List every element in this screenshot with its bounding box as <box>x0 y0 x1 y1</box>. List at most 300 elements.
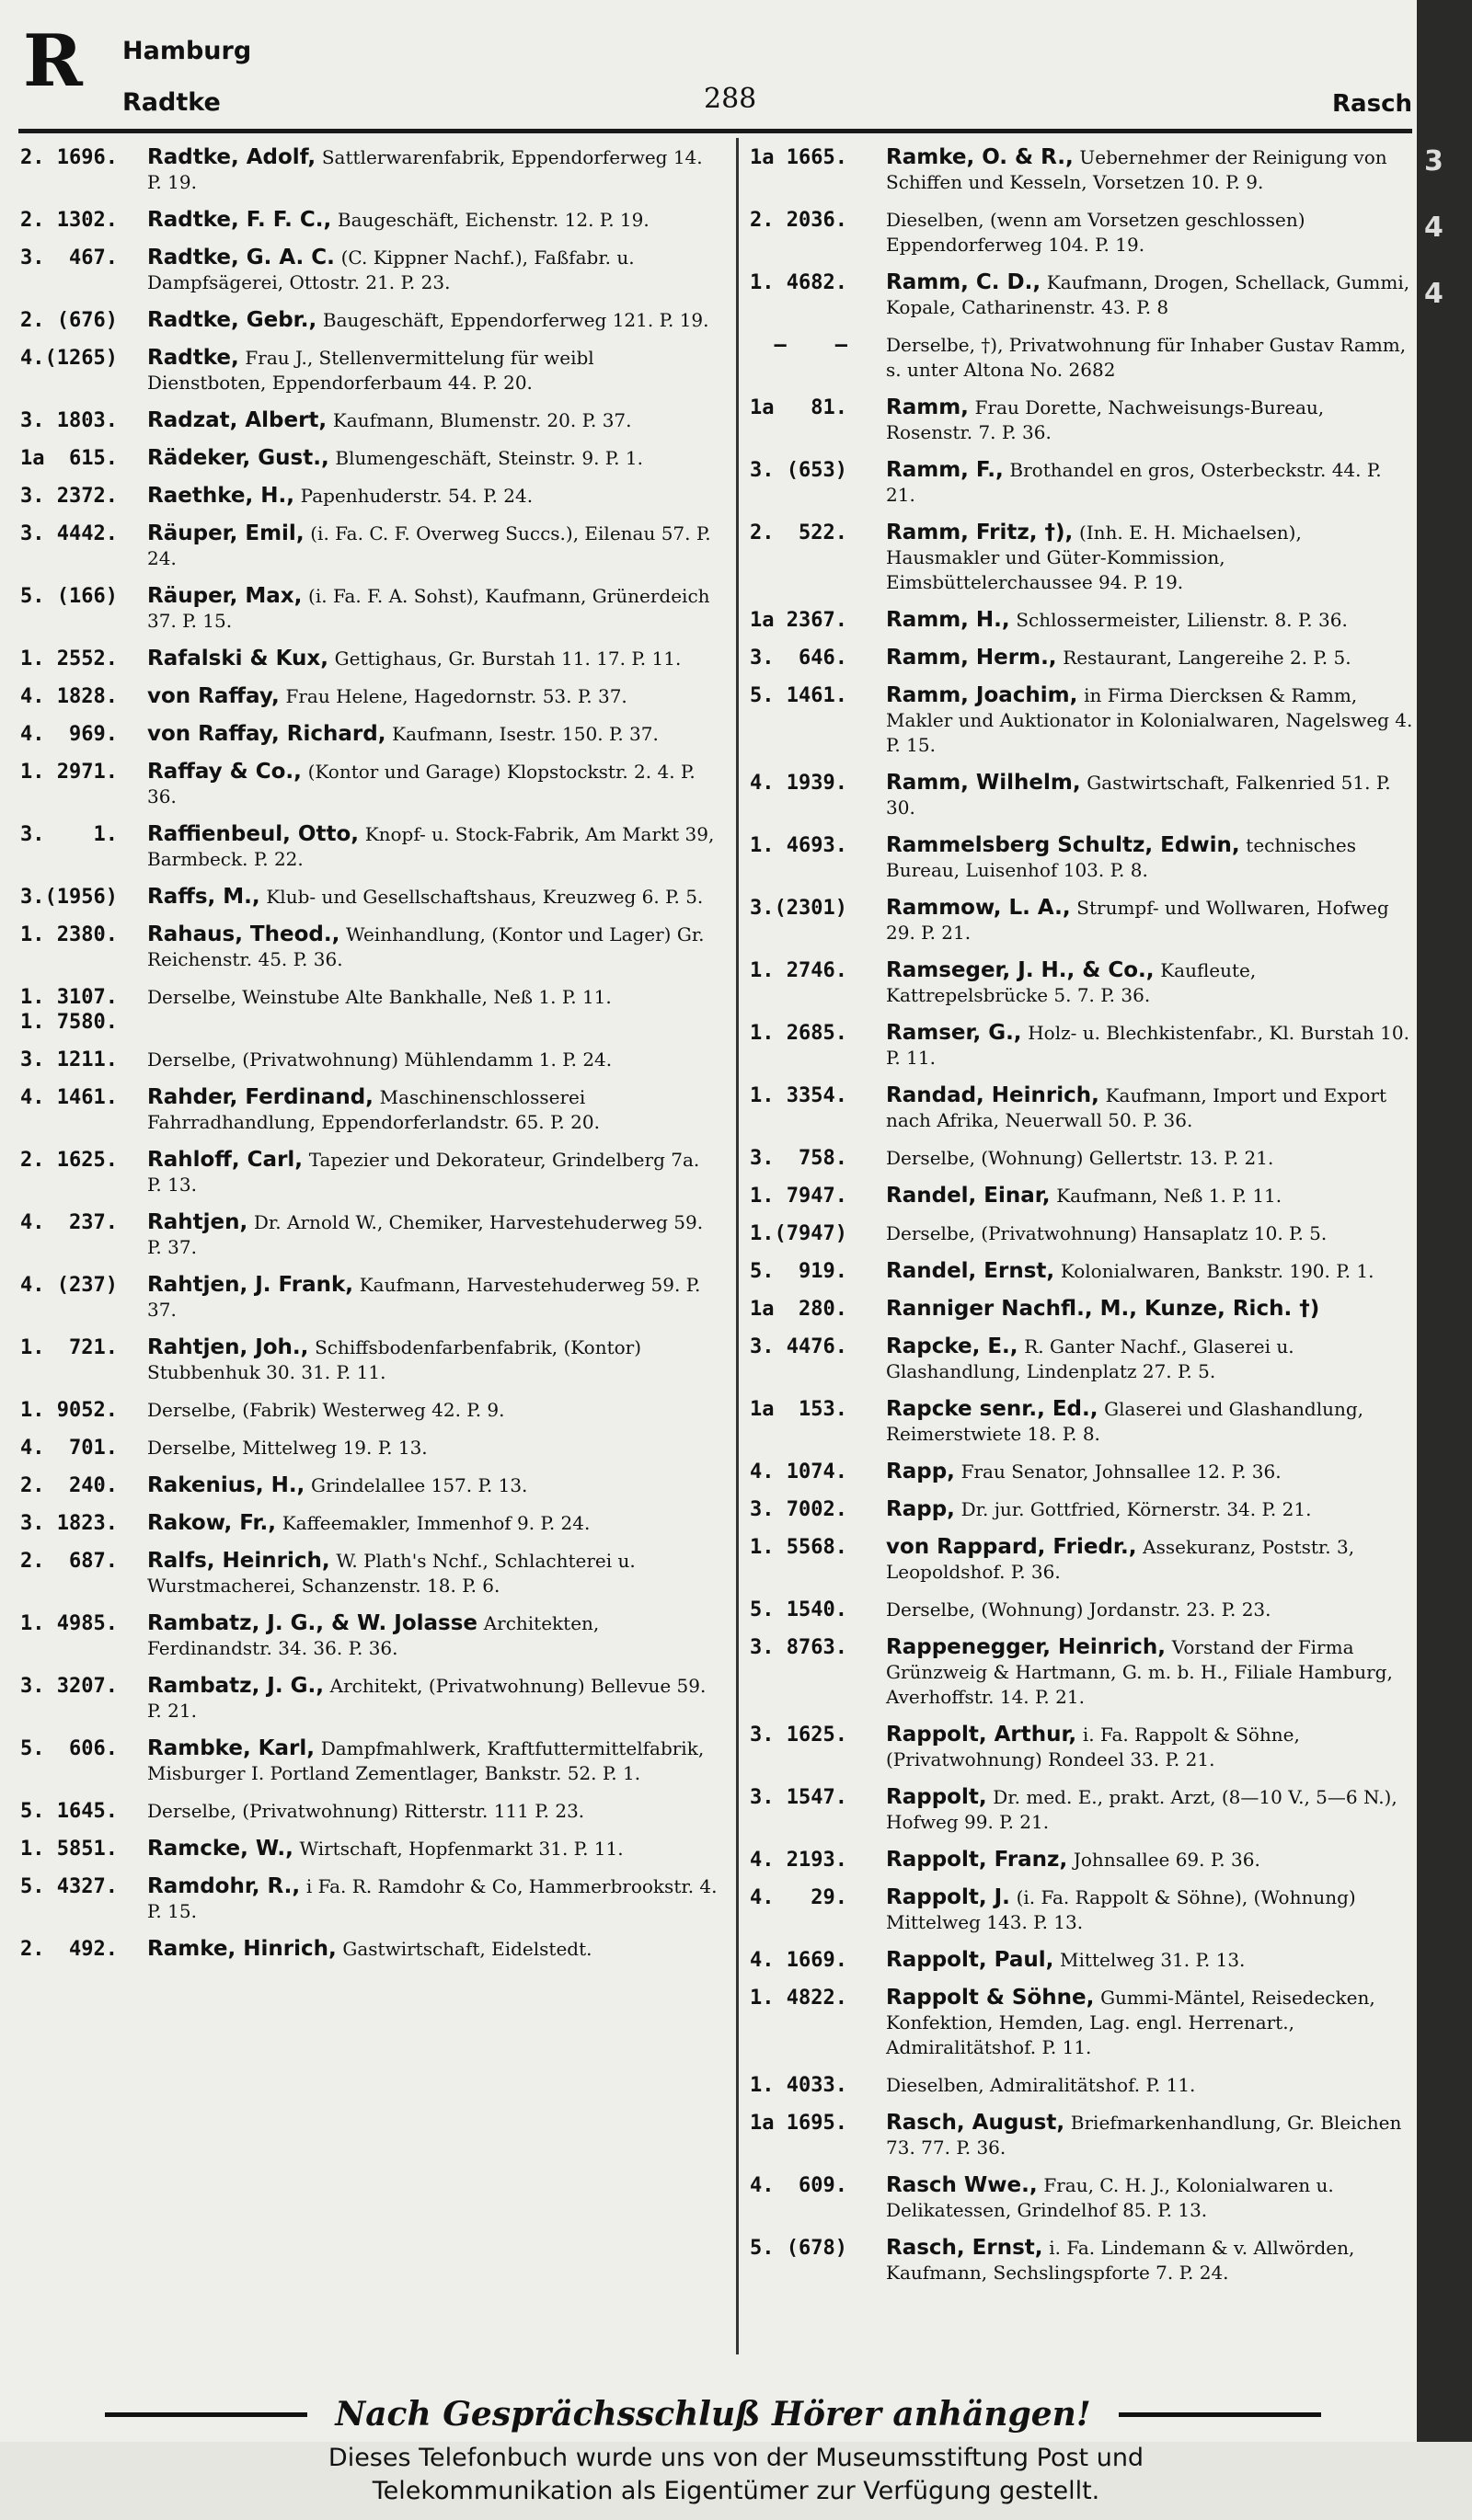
entry-body <box>147 822 718 872</box>
entry-body <box>886 1948 1414 1973</box>
footer-slogan: Nach Gesprächsschluß Hörer anhängen! <box>335 2395 1091 2434</box>
entry-body <box>147 1273 718 1323</box>
entry-name: Rappolt, Paul, <box>886 1948 1054 1972</box>
entry-name: Randad, Heinrich, <box>886 1083 1099 1107</box>
entry-name: Ramke, O. & R., <box>886 145 1074 169</box>
directory-entry <box>20 885 718 910</box>
entry-body <box>886 1146 1414 1171</box>
entry-details: Kaufmann, Import und Export nach Afrika, Neuerwall 50. P. 36. <box>886 1084 1386 1131</box>
phone-number: 3. 7002. <box>750 1498 847 1521</box>
entry-name: Randel, Ernst, <box>886 1259 1055 1283</box>
header-rule <box>18 129 1412 133</box>
entry-body <box>886 1535 1414 1585</box>
directory-entry <box>20 1273 718 1323</box>
phone-number: 1.(7947) <box>750 1222 847 1245</box>
entry-name: Radtke, G. A. C. <box>147 246 335 269</box>
directory-entry <box>20 722 718 747</box>
entry-details: Dieselben, Admiralitätshof. P. 11. <box>886 2074 1196 2096</box>
entry-details: Holz- u. Blechkistenfabr., Kl. Burstah 10. P. 11. <box>886 1022 1409 1069</box>
entry-details: Schiffsbodenfarbenfabrik, (Kontor) Stubbenhuk 30. 31. P. 11. <box>147 1336 642 1383</box>
section-letter: R <box>23 19 83 103</box>
entry-name: Rapp, <box>886 1460 955 1483</box>
phone-number: 1. 4693. <box>750 834 847 857</box>
entry-details: Kaufmann, Blumenstr. 20. P. 37. <box>332 409 632 431</box>
footer <box>37 2396 1389 2433</box>
entry-details: (Inh. E. H. Michaelsen), Hausmakler und Güter-Kommission, Eimsbüttelerchaussee 94. P. 19. <box>886 521 1302 593</box>
entry-body <box>147 308 718 333</box>
directory-entry <box>750 1259 1414 1284</box>
phone-number: 5. 1645. <box>20 1800 118 1823</box>
entry-details: Restaurant, Langereihe 2. P. 5. <box>1063 647 1351 669</box>
entry-name: Ramseger, J. H., & Co., <box>886 958 1155 982</box>
entry-body <box>147 1148 718 1197</box>
directory-entry <box>20 1148 718 1197</box>
entry-body <box>886 145 1414 195</box>
phone-number: 3. (653) <box>750 459 847 482</box>
directory-entry <box>20 1048 718 1072</box>
directory-entry <box>750 1986 1414 2060</box>
entry-body <box>886 1986 1414 2060</box>
phone-number: 4. 1461. <box>20 1086 118 1109</box>
page-number: 288 <box>704 83 757 115</box>
entry-body <box>147 1436 718 1460</box>
entry-body <box>147 208 718 233</box>
entry-details: Kaffeemakler, Immenhof 9. P. 24. <box>282 1512 591 1534</box>
directory-entry <box>750 896 1414 945</box>
entry-name: Radtke, <box>147 346 239 370</box>
phone-number: 4. 701. <box>20 1437 118 1460</box>
entry-name: Rahtjen, Joh., <box>147 1335 309 1359</box>
entry-name: Ramm, <box>886 395 969 419</box>
directory-entry <box>750 771 1414 820</box>
next-page-edge-text <box>1424 129 1443 327</box>
entry-body <box>147 1674 718 1724</box>
phone-number: 3. 3207. <box>20 1675 118 1698</box>
entry-name: Ramm, Herm., <box>886 646 1057 670</box>
entry-details: (C. Kippner Nachf.), Faßfabr. u. Dampfsägerei, Ottostr. 21. P. 23. <box>147 246 635 293</box>
entry-name: Rappolt, J. <box>886 1885 1010 1909</box>
entry-body <box>147 521 718 571</box>
phone-number: 4. 1828. <box>20 685 118 708</box>
entry-name: Rammow, L. A., <box>886 896 1071 920</box>
entry-body <box>886 1083 1414 1133</box>
entry-name: Rammelsberg Schultz, Edwin, <box>886 833 1240 857</box>
directory-entry <box>20 1937 718 1962</box>
entry-body <box>886 1259 1414 1284</box>
entry-body <box>886 1334 1414 1384</box>
phone-number: 5. (678) <box>750 2237 847 2260</box>
directory-entry <box>750 833 1414 883</box>
entry-details: (Kontor und Garage) Klopstockstr. 2. 4. P. 36. <box>147 761 696 808</box>
entry-details: Gummi-Mäntel, Reisedecken, Konfektion, Hemden, Lag. engl. Herrenart., Admiralitätshof. P. 11. <box>886 1987 1375 2058</box>
phone-number: 3.(2301) <box>750 897 847 920</box>
directory-entry <box>750 958 1414 1008</box>
entry-details: Frau J., Stellenvermittelung für weibl Dienstboten, Eppendorferbaum 44. P. 20. <box>147 347 594 394</box>
entry-body <box>886 1723 1414 1772</box>
directory-entry <box>750 1397 1414 1447</box>
phone-number: 3. 758. <box>750 1147 847 1170</box>
phone-number: 3.(1956) <box>20 886 118 909</box>
page-header <box>23 19 1412 124</box>
entry-body <box>886 458 1414 508</box>
entry-body <box>147 1335 718 1385</box>
entry-name: von Raffay, Richard, <box>147 722 386 746</box>
entry-body <box>147 584 718 634</box>
phone-number: 1a 1665. <box>750 146 847 169</box>
phone-number: 3. 4476. <box>750 1335 847 1358</box>
phone-number: 4. 609. <box>750 2174 847 2197</box>
directory-entry <box>750 333 1414 383</box>
phone-number: 1. 4822. <box>750 1987 847 2010</box>
entry-body <box>886 1460 1414 1484</box>
directory-entry <box>750 1460 1414 1484</box>
entry-details: i. Fa. Rappolt & Söhne, (Privatwohnung) Rondeel 33. P. 21. <box>886 1724 1300 1770</box>
directory-entry <box>750 683 1414 758</box>
entry-body <box>886 2111 1414 2160</box>
edge-letter: 4 <box>1424 212 1443 244</box>
entry-details: Dr. Arnold W., Chemiker, Harvestehuderweg 59. P. 37. <box>147 1211 704 1258</box>
entry-name: Rappolt, Arthur, <box>886 1723 1077 1747</box>
entry-details: Derselbe, Weinstube Alte Bankhalle, Neß 1. P. 11. <box>147 986 612 1008</box>
entry-details: Glaserei und Glashandlung, Reimerstwiete 18. P. 8. <box>886 1398 1364 1445</box>
phone-number: 1a 81. <box>750 396 847 419</box>
phone-number: 2. 1625. <box>20 1149 118 1172</box>
directory-entry <box>750 270 1414 320</box>
directory-entry <box>20 521 718 571</box>
entry-details: Tapezier und Dekorateur, Grindelberg 7a. P. 13. <box>147 1149 700 1196</box>
header-first-entry: Radtke <box>122 88 221 117</box>
entry-body <box>886 1221 1414 1246</box>
phone-number: 4.(1265) <box>20 347 118 370</box>
directory-entry <box>750 1885 1414 1935</box>
right-column <box>750 145 1414 2298</box>
entry-details: Derselbe, (Privatwohnung) Mühlendamm 1. P. 24. <box>147 1048 613 1071</box>
entry-details: Johnsallee 69. P. 36. <box>1073 1849 1260 1871</box>
phone-number: 1a 1695. <box>750 2112 847 2135</box>
entry-body <box>147 1874 718 1924</box>
entry-details: Assekuranz, Poststr. 3, Leopoldshof. P. 36. <box>886 1536 1355 1583</box>
phone-number: 4. 2193. <box>750 1849 847 1872</box>
entry-details: Baugeschäft, Eichenstr. 12. P. 19. <box>337 209 650 231</box>
entry-body <box>147 446 718 471</box>
entry-body <box>147 1511 718 1536</box>
directory-entry <box>750 608 1414 633</box>
entry-body <box>147 985 718 1035</box>
phone-number: 3. 1. <box>20 823 118 846</box>
left-column <box>20 145 718 1975</box>
phone-number: 3. 2372. <box>20 485 118 508</box>
phone-number: 5. 1461. <box>750 684 847 707</box>
entry-details: Kaufmann, Harvestehuderweg 59. P. 37. <box>147 1274 701 1321</box>
entry-name: Rahtjen, J. Frank, <box>147 1273 354 1297</box>
phone-number: 1. 9052. <box>20 1399 118 1422</box>
entry-details: Kaufmann, Neß 1. P. 11. <box>1056 1185 1282 1207</box>
entry-name: Rädeker, Gust., <box>147 446 329 470</box>
entry-details: Uebernehmer der Reinigung von Schiffen und Kesseln, Vorsetzen 10. P. 9. <box>886 146 1387 193</box>
entry-name: Raffs, M., <box>147 885 260 909</box>
phone-number: 2. 240. <box>20 1474 118 1497</box>
entry-body <box>147 1736 718 1786</box>
directory-entry <box>20 1611 718 1661</box>
entry-details: Derselbe, Mittelweg 19. P. 13. <box>147 1437 428 1459</box>
directory-entry <box>750 1497 1414 1522</box>
entry-details: Derselbe, (Wohnung) Jordanstr. 23. P. 23. <box>886 1598 1271 1621</box>
entry-body <box>886 771 1414 820</box>
entry-name: Rafalski & Kux, <box>147 647 328 670</box>
entry-body <box>147 1398 718 1423</box>
entry-name: Ramser, G., <box>886 1021 1022 1045</box>
directory-entry <box>20 1436 718 1460</box>
directory-entry <box>20 308 718 333</box>
entry-name: Rambke, Karl, <box>147 1736 315 1760</box>
phone-number: 5. 4327. <box>20 1875 118 1898</box>
directory-entry <box>750 2111 1414 2160</box>
entry-name: Ramm, F., <box>886 458 1004 482</box>
entry-details: Derselbe, (Wohnung) Gellertstr. 13. P. 21. <box>886 1147 1274 1169</box>
entry-name: Rapp, <box>886 1497 955 1521</box>
entry-body <box>147 722 718 747</box>
entry-body <box>147 1048 718 1072</box>
directory-entry <box>750 1184 1414 1208</box>
phone-number: 4. 1669. <box>750 1949 847 1972</box>
directory-entry <box>750 1083 1414 1133</box>
entry-body <box>886 1184 1414 1208</box>
entry-details: in Firma Diercksen & Ramm, Makler und Auktionator in Kolonialwaren, Nagelsweg 4. P. 15. <box>886 684 1413 756</box>
directory-entry <box>20 1736 718 1786</box>
phone-number: 1. 4985. <box>20 1612 118 1635</box>
directory-entry <box>750 1598 1414 1622</box>
entry-body <box>147 1210 718 1260</box>
entry-details: Dampfmahlwerk, Kraftfuttermittelfabrik, Misburger I. Portland Zementlager, Bankstr. 52. P. 1. <box>147 1737 705 1784</box>
entry-details: Frau Dorette, Nachweisungs-Bureau, Rosenstr. 7. P. 36. <box>886 396 1325 443</box>
entry-details: Frau, C. H. J., Kolonialwaren u. Delikatessen, Grindelhof 85. P. 13. <box>886 2174 1334 2221</box>
entry-body <box>886 896 1414 945</box>
entry-name: Rappolt, Franz, <box>886 1848 1068 1872</box>
phone-number: 4. 29. <box>750 1886 847 1909</box>
directory-entry <box>750 1334 1414 1384</box>
entry-name: Radzat, Albert, <box>147 408 328 432</box>
entry-name: Radtke, F. F. C., <box>147 208 332 232</box>
directory-entry <box>20 446 718 471</box>
directory-entry <box>750 521 1414 595</box>
phone-number: 1. 3354. <box>750 1084 847 1107</box>
entry-details: R. Ganter Nachf., Glaserei u. Glashandlung, Lindenplatz 27. P. 5. <box>886 1335 1294 1382</box>
entry-name: Ranniger Nachfl., M., Kunze, Rich. †) <box>886 1297 1320 1321</box>
entry-name: Rapcke, E., <box>886 1334 1018 1358</box>
directory-entry <box>750 1635 1414 1710</box>
entry-details: Architekt, (Privatwohnung) Bellevue 59. P. 21. <box>147 1675 707 1722</box>
directory-entry <box>20 246 718 295</box>
entry-name: Ramm, H., <box>886 608 1010 632</box>
phone-number: 1. 721. <box>20 1336 118 1359</box>
phone-number: 5. 919. <box>750 1260 847 1283</box>
phone-number: 5. 606. <box>20 1737 118 1760</box>
entry-name: Rasch Wwe., <box>886 2173 1038 2197</box>
entry-body <box>886 608 1414 633</box>
phone-number: 1. 5568. <box>750 1536 847 1559</box>
entry-body <box>147 922 718 972</box>
directory-entry <box>20 647 718 671</box>
entry-name: Ralfs, Heinrich, <box>147 1549 330 1573</box>
entry-body <box>147 684 718 709</box>
entry-body <box>886 1848 1414 1873</box>
directory-entry <box>20 1473 718 1498</box>
entry-body <box>147 1549 718 1598</box>
entry-body <box>147 885 718 910</box>
entry-body <box>147 1837 718 1861</box>
entry-body <box>886 1021 1414 1071</box>
directory-entry <box>20 1085 718 1135</box>
entry-details: Dr. jur. Gottfried, Körnerstr. 34. P. 21. <box>960 1498 1312 1520</box>
entry-body <box>886 683 1414 758</box>
entry-details: Kolonialwaren, Bankstr. 190. P. 1. <box>1060 1260 1374 1282</box>
directory-entry <box>750 1948 1414 1973</box>
phone-number: 1. 2746. <box>750 959 847 982</box>
footer-rule-left <box>105 2412 307 2417</box>
phone-number: 4. 1074. <box>750 1460 847 1483</box>
entry-body <box>886 2073 1414 2098</box>
entry-details: Architekten, Ferdinandstr. 34. 36. P. 36. <box>147 1612 600 1659</box>
phone-number: 3. 646. <box>750 647 847 670</box>
entry-name: Ramm, C. D., <box>886 270 1041 294</box>
entry-details: Kaufmann, Isestr. 150. P. 37. <box>392 723 659 745</box>
entry-details: Papenhuderstr. 54. P. 24. <box>300 485 534 507</box>
entry-details: Knopf- u. Stock-Fabrik, Am Markt 39, Barmbeck. P. 22. <box>147 823 715 870</box>
credit-line-2: Telekommunikation als Eigentümer zur Verfügung gestellt. <box>372 2477 1100 2505</box>
credit-footer <box>0 2442 1472 2520</box>
phone-number: 2. 2036. <box>750 209 847 232</box>
entry-name: Räuper, Max, <box>147 584 303 608</box>
entry-name: Rappenegger, Heinrich, <box>886 1635 1167 1659</box>
directory-entry <box>20 584 718 634</box>
entry-name: Rahaus, Theod., <box>147 922 340 946</box>
directory-entry <box>20 408 718 433</box>
phone-number: 1. 3107. 1. 7580. <box>20 986 118 1034</box>
phone-number: 2. 1302. <box>20 209 118 232</box>
entry-body <box>147 408 718 433</box>
entry-details: Blumengeschäft, Steinstr. 9. P. 1. <box>335 447 643 469</box>
entry-body <box>147 145 718 195</box>
credit-line-1: Dieses Telefonbuch wurde uns von der Museumsstiftung Post und <box>328 2444 1144 2472</box>
directory-entry <box>20 684 718 709</box>
entry-name: Randel, Einar, <box>886 1184 1051 1208</box>
entry-body <box>147 346 718 395</box>
entry-name: Rasch, August, <box>886 2111 1065 2135</box>
entry-body <box>147 246 718 295</box>
phone-number: 1. 5851. <box>20 1838 118 1861</box>
entry-details: Schlossermeister, Lilienstr. 8. P. 36. <box>1016 609 1348 631</box>
phone-number: 1. 4033. <box>750 2074 847 2097</box>
directory-entry <box>750 1021 1414 1071</box>
directory-entry <box>20 1874 718 1924</box>
entry-body <box>147 1085 718 1135</box>
entry-name: Rappolt & Söhne, <box>886 1986 1095 2010</box>
entry-details: Klub- und Gesellschaftshaus, Kreuzweg 6. P. 5. <box>266 886 704 908</box>
entry-body <box>147 484 718 509</box>
directory-entry <box>750 1535 1414 1585</box>
phone-number: 3. 1823. <box>20 1512 118 1535</box>
phone-number: 1. 2685. <box>750 1022 847 1045</box>
entry-body <box>886 2173 1414 2223</box>
entry-body <box>886 1885 1414 1935</box>
phone-number: 1a 615. <box>20 447 118 470</box>
entry-details: Derselbe, †), Privatwohnung für Inhaber Gustav Ramm, s. unter Altona No. 2682 <box>886 334 1407 381</box>
entry-name: Radtke, Adolf, <box>147 145 316 169</box>
entry-body <box>886 1635 1414 1710</box>
entry-name: Ramke, Hinrich, <box>147 1937 337 1961</box>
phone-number: 4. 1939. <box>750 772 847 795</box>
phone-number: 1. 7947. <box>750 1185 847 1208</box>
entry-body <box>886 833 1414 883</box>
entry-name: Ramm, Wilhelm, <box>886 771 1081 795</box>
entry-name: Rambatz, J. G., <box>147 1674 324 1698</box>
directory-entry <box>20 985 718 1035</box>
directory-entry <box>20 145 718 195</box>
directory-entry <box>20 922 718 972</box>
entry-details: Baugeschäft, Eppendorferweg 121. P. 19. <box>322 309 709 331</box>
phone-number: 1. 2552. <box>20 647 118 670</box>
header-city: Hamburg <box>122 37 252 65</box>
entry-name: Rahtjen, <box>147 1210 248 1234</box>
entry-details: Gastwirtschaft, Falkenried 51. P. 30. <box>886 772 1391 819</box>
phone-number: 2. (676) <box>20 309 118 332</box>
directory-entry <box>20 1799 718 1824</box>
directory-entry <box>750 1146 1414 1171</box>
directory-entry <box>750 145 1414 195</box>
entry-name: Rasch, Ernst, <box>886 2236 1043 2260</box>
directory-entry <box>20 1210 718 1260</box>
entry-name: Radtke, Gebr., <box>147 308 317 332</box>
directory-entry <box>750 1221 1414 1246</box>
phone-number: 2. 1696. <box>20 146 118 169</box>
entry-details: Grindelallee 157. P. 13. <box>311 1474 528 1496</box>
directory-entry <box>20 1674 718 1724</box>
entry-body <box>147 647 718 671</box>
entry-details: Derselbe, (Fabrik) Westerweg 42. P. 9. <box>147 1399 505 1421</box>
edge-letter: 4 <box>1424 278 1443 310</box>
entry-name: Räuper, Emil, <box>147 521 305 545</box>
entry-body <box>886 1497 1414 1522</box>
entry-body <box>147 760 718 809</box>
directory-entry <box>20 1549 718 1598</box>
entry-name: Ramm, Fritz, †), <box>886 521 1074 544</box>
entry-name: Raffay & Co., <box>147 760 302 784</box>
entry-details: Frau Helene, Hagedornstr. 53. P. 37. <box>285 685 627 707</box>
entry-body <box>886 333 1414 383</box>
entry-details: Wirtschaft, Hopfenmarkt 31. P. 11. <box>299 1838 624 1860</box>
entry-details: Vorstand der Firma Grünzweig & Hartmann, G. m. b. H., Filiale Hamburg, Averhoffstr. 14. P. 21. <box>886 1636 1393 1708</box>
phone-number: 1a 2367. <box>750 609 847 632</box>
entry-name: Rahder, Ferdinand, <box>147 1085 374 1109</box>
directory-entry <box>750 1848 1414 1873</box>
phone-number: 1. 2380. <box>20 923 118 946</box>
directory-entry <box>750 1723 1414 1772</box>
footer-rule-right <box>1119 2412 1321 2417</box>
entry-details: Kaufleute, Kattrepelsbrücke 5. 7. P. 36. <box>886 959 1257 1006</box>
entry-name: Rahloff, Carl, <box>147 1148 304 1172</box>
phone-number: 2. 492. <box>20 1938 118 1961</box>
entry-details: Derselbe, (Privatwohnung) Ritterstr. 111 P. 23. <box>147 1800 585 1822</box>
entry-details: Derselbe, (Privatwohnung) Hansaplatz 10. P. 5. <box>886 1222 1328 1244</box>
entry-details: (i. Fa. Rappolt & Söhne), (Wohnung) Mittelweg 143. P. 13. <box>886 1886 1356 1933</box>
directory-entry <box>750 646 1414 670</box>
entry-details: Weinhandlung, (Kontor und Lager) Gr. Reichenstr. 45. P. 36. <box>147 923 705 970</box>
entry-body <box>886 208 1414 258</box>
entry-body <box>886 521 1414 595</box>
entry-body <box>886 1397 1414 1447</box>
entry-details: Gettighaus, Gr. Burstah 11. 17. P. 11. <box>334 647 682 670</box>
phone-number: 2. 522. <box>750 521 847 544</box>
